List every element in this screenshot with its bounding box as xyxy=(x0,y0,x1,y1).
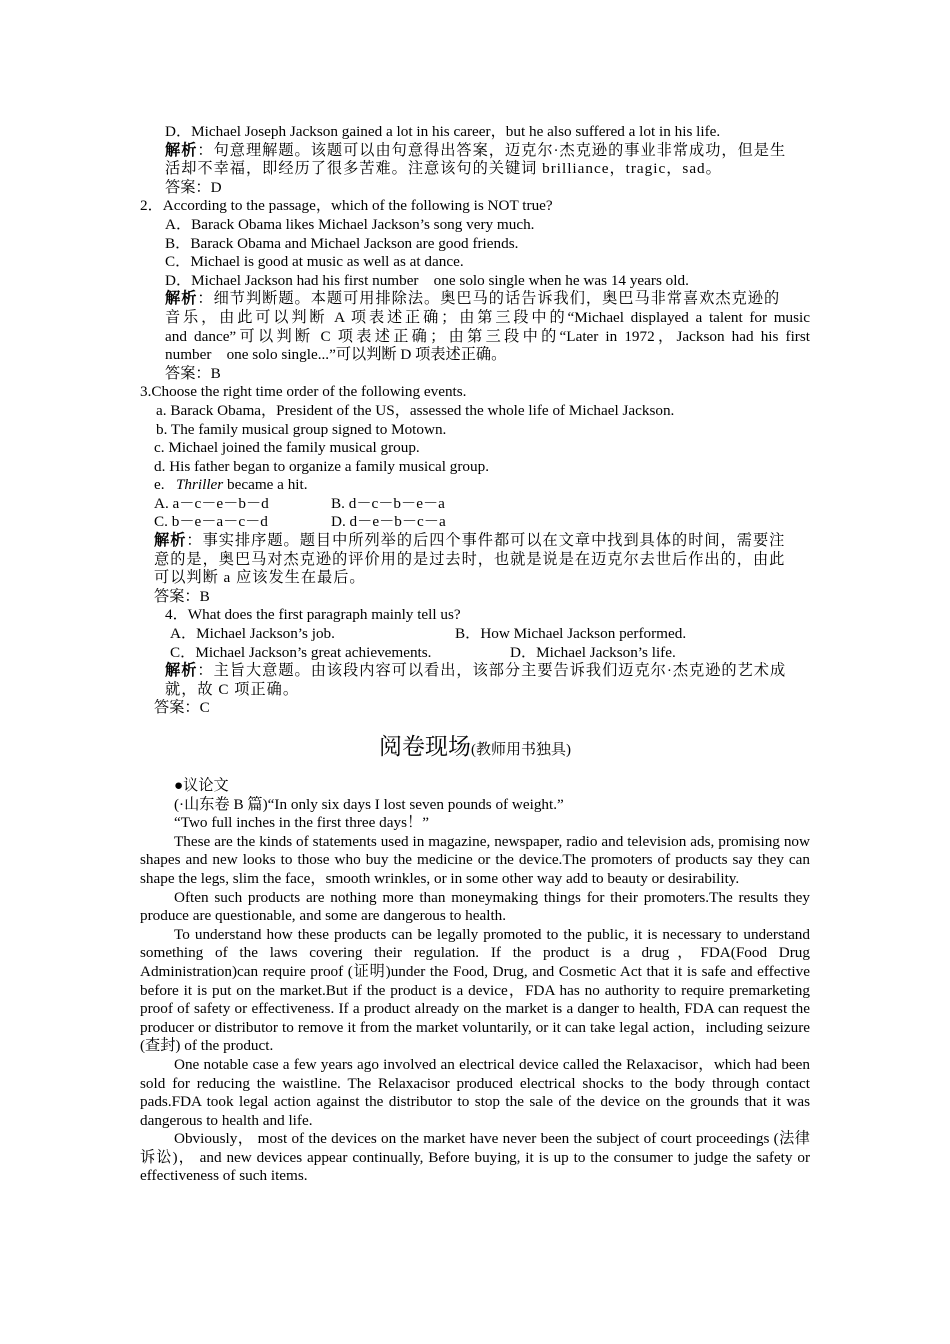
q3-event-d: d. His father began to organize a family musical group. xyxy=(154,457,490,475)
q3-event-b: b. The family musical group signed to Motown. xyxy=(156,420,447,438)
q4-options-row-2 xyxy=(140,644,810,663)
q3-event-e: e. Thriller became a hit. xyxy=(154,476,308,494)
q4-option-d: D．Michael Jackson’s life. xyxy=(510,643,676,661)
q4-option-a: A．Michael Jackson’s job. xyxy=(170,625,335,643)
q2-analysis-label: 解析 xyxy=(165,290,198,308)
q4-options-row-1 xyxy=(140,625,810,644)
q4-option-b: B．How Michael Jackson performed. xyxy=(455,625,687,643)
q4-analysis-line-2: 就，故 C 项正确。 xyxy=(165,680,300,698)
q2-option-d: D．Michael Jackson had his first number one solo single when he was 14 years old. xyxy=(165,271,689,289)
document-page xyxy=(140,123,810,1186)
q4-option-c: C．Michael Jackson’s great achievements. xyxy=(170,643,432,661)
q3-answer: 答案：B xyxy=(154,587,210,605)
q1-analysis-line-2: 活却不幸福，即经历了很多苦难。注意该句的关键词 brilliance，tragic，sad。 xyxy=(165,160,722,178)
q4-answer: 答案：C xyxy=(154,699,210,717)
q3-option-b: B. d－c－b－e－a xyxy=(331,494,445,512)
section-heading xyxy=(140,732,810,765)
q2-stem: 2．According to the passage，which of the following is NOT true? xyxy=(140,197,553,215)
q2-analysis-line-4: number one solo single...”可以判断 D 项表述正确。 xyxy=(165,346,507,364)
source-line xyxy=(140,796,810,815)
q1-analysis-line-1: 解析：句意理解题。该题可以由句意得出答案，迈克尔·杰克逊的事业非常成功，但是生 xyxy=(165,141,787,159)
q3-event-a: a. Barack Obama，President of the US，assessed the whole life of Michael Jackson. xyxy=(156,401,675,419)
q1-analysis-label: 解析 xyxy=(165,141,198,159)
quote-2: “Two full inches in the first three days！” xyxy=(174,814,429,832)
quote-1: “In only six days I lost seven pounds of weight.” xyxy=(267,795,564,813)
q2-answer: 答案：B xyxy=(165,364,221,382)
source-tag: (·山东卷 B 篇) xyxy=(174,795,268,813)
q3-event-c: c. Michael joined the family musical group. xyxy=(154,439,420,457)
q3-analysis-line-1: 解析：事实排序题。题目中所列举的后四个事件都可以在文章中找到具体的时间，需要注 xyxy=(154,532,786,550)
q1-option-d: D．Michael Joseph Jackson gained a lot in his career，but he also suffered a lot in his life. xyxy=(165,123,721,140)
passage-paragraph-1: These are the kinds of statements used in magazine, newspaper, radio and television ads, promising now shapes and new looks to those who buy the medicine or the device.The promoters of products say they can shape the legs, slim the face，smooth wrinkles, or in some other way add to beauty or desirability. xyxy=(140,832,810,887)
q3-stem: 3.Choose the right time order of the following events. xyxy=(140,383,467,401)
q3-options-row-2 xyxy=(140,513,810,532)
q3-analysis-line-2: 意的是，奥巴马对杰克逊的评价用的是过去时，也就是说是在迈克尔去世后作出的，由此 xyxy=(154,550,786,568)
q4-analysis-line-1: 解析：主旨大意题。由该段内容可以看出，该部分主要告诉我们迈克尔·杰克逊的艺术成 xyxy=(165,662,787,680)
q2-analysis-line-3: and dance”可以判断 C 项表述正确；由第三段中的“Later in 1972，Jackson had his first xyxy=(165,327,810,345)
passage-paragraph-3: To understand how these products can be legally promoted to the public, it is necessary to understand something of the laws covering their regulation. If the product is a drug，FDA(Food Drug Administration)can require proof (证明)under the Food, Drug, and Cosmetic Act that it is safe and effective before it is put on the market.But if the product is a device，FDA has no authority to require premarketing proof of safety or effectiveness. If a product already on the market is a danger to health, FDA can request the producer or distributor to remove it from the market voluntarily, or it can take legal action，including seizure (查封) of the product. xyxy=(140,925,810,1055)
q2-option-c: C．Michael is good at music as well as at dance. xyxy=(165,253,464,271)
q2-option-a: A．Barack Obama likes Michael Jackson’s song very much. xyxy=(165,215,535,233)
genre-bullet: ●议论文 xyxy=(174,777,229,794)
q2-option-b: B．Barack Obama and Michael Jackson are good friends. xyxy=(165,234,519,252)
q3-option-d: D. d－e－b－c－a xyxy=(331,513,446,531)
q2-analysis-line-1: 解析：细节判断题。本题可用排除法。奥巴马的话告诉我们，奥巴马非常喜欢杰克逊的 xyxy=(165,290,781,308)
q3-options-row-1 xyxy=(140,495,810,514)
q4-analysis-label: 解析 xyxy=(165,662,198,680)
q1-answer: 答案：D xyxy=(165,178,222,196)
q3-option-a: A. a－c－e－b－d xyxy=(154,494,269,512)
passage-paragraph-2: Often such products are nothing more than moneymaking things for their promoters.The results they produce are questionable, and some are dangerous to health. xyxy=(140,888,810,925)
q3-option-c: C. b－e－a－c－d xyxy=(154,513,268,531)
section-subtitle: (教师用书独具) xyxy=(471,742,571,758)
q4-stem: 4．What does the first paragraph mainly tell us? xyxy=(165,606,461,624)
thriller-title: Thriller xyxy=(175,476,224,494)
passage-paragraph-4: One notable case a few years ago involved an electrical device called the Relaxacisor，which had been sold for reducing the waistline. The Relaxacisor produced electrical shocks to the body through contact pads.FDA took legal action against the distributor to stop the sale of the device on the grounds that it was dangerous to health and life. xyxy=(140,1055,810,1129)
section-title: 阅卷现场 xyxy=(379,734,471,759)
q3-analysis-label: 解析 xyxy=(154,532,187,550)
passage-paragraph-5: Obviously， most of the devices on the market have never been the subject of court proceedings (法律诉讼)， and new devices appear continually, Before buying, it is up to the consumer to judge the safety or effectiveness of such items. xyxy=(140,1130,810,1185)
q3-analysis-line-3: 可以判断 a 应该发生在最后。 xyxy=(154,569,366,587)
q2-analysis-line-2: 音乐，由此可以判断 A 项表述正确；由第三段中的“Michael displayed a talent for music xyxy=(165,308,810,326)
